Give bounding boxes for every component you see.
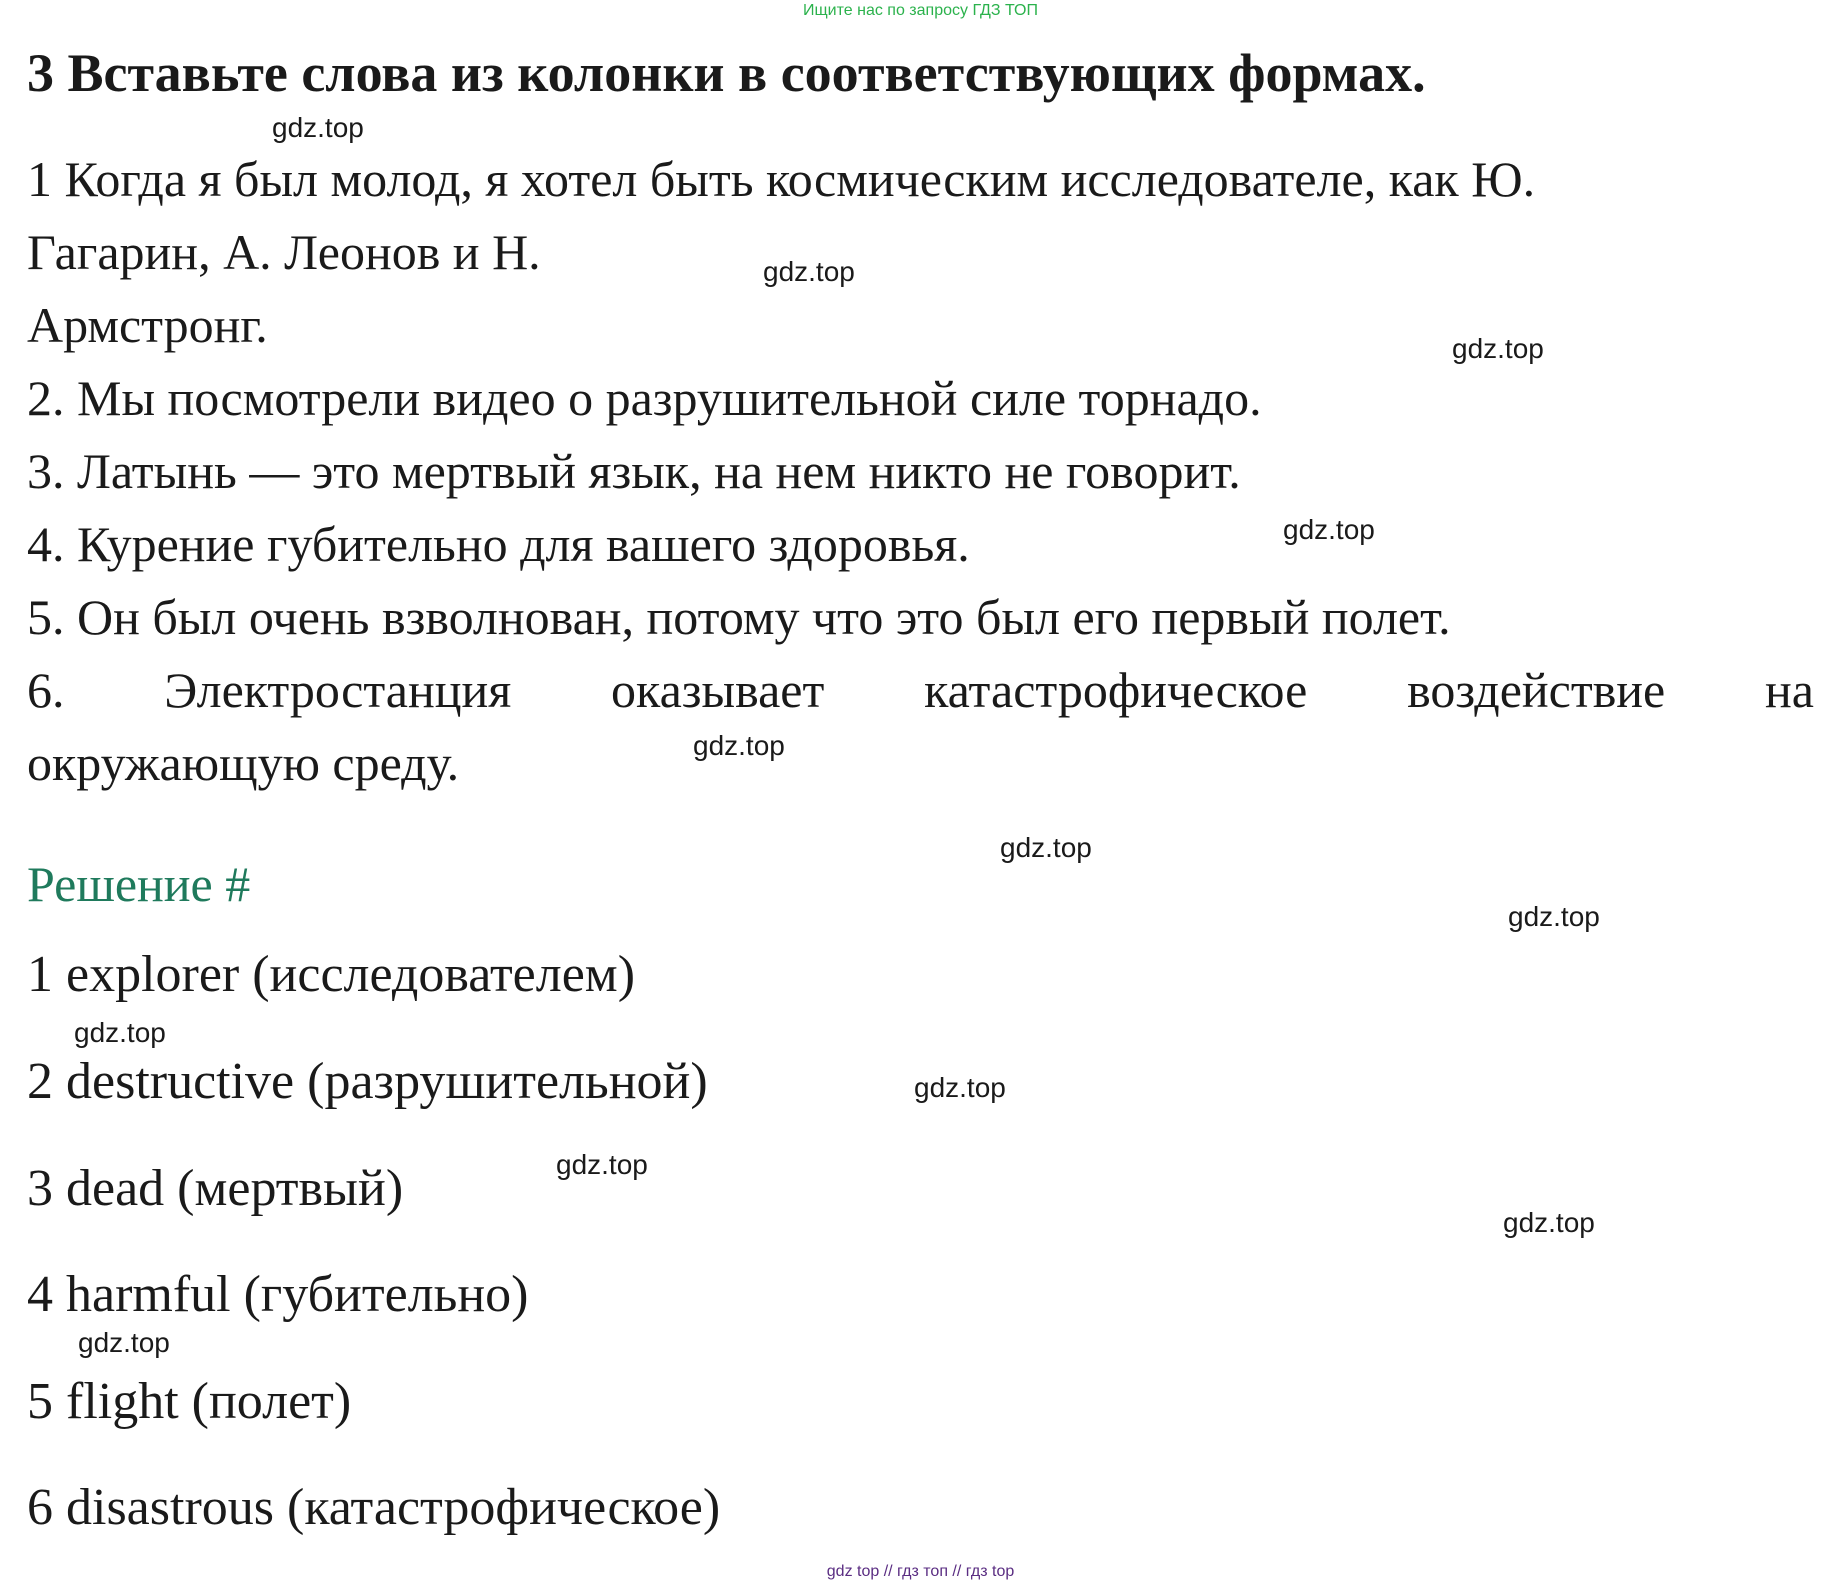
- header-note: Ищите нас по запросу ГДЗ ТОП: [803, 2, 1038, 19]
- watermark: gdz.top: [914, 1072, 1006, 1103]
- task-line-6-word: воздействие: [1407, 662, 1666, 718]
- task-line-1b: Гагарин, А. Леонов и Н.: [27, 224, 541, 280]
- answer-4: 4 harmful (губительно): [27, 1266, 529, 1323]
- answer-1: 1 explorer (исследователем): [27, 946, 636, 1003]
- solution-heading: Решение #: [27, 856, 251, 912]
- watermark: gdz.top: [272, 112, 364, 143]
- task-line-6-word: на: [1765, 662, 1814, 718]
- task-line-6-word: 6.: [27, 662, 65, 718]
- task-line-4: 4. Курение губительно для вашего здоровья.: [27, 516, 970, 572]
- answer-3: 3 dead (мертвый): [27, 1160, 404, 1217]
- task-line-2: 2. Мы посмотрели видео о разрушительной силе торнадо.: [27, 370, 1262, 426]
- watermark: gdz.top: [1508, 901, 1600, 932]
- task-title: 3 Вставьте слова из колонки в соответствующих формах.: [27, 43, 1426, 103]
- task-line-6b: окружающую среду.: [27, 735, 460, 791]
- watermark: gdz.top: [1283, 514, 1375, 545]
- task-line-6-word: оказывает: [611, 662, 825, 718]
- footer-note: gdz top // гдз топ // гдз top: [826, 1563, 1015, 1580]
- task-line-6a: [27, 661, 1814, 719]
- task-line-6-word: Электростанция: [164, 662, 512, 718]
- task-line-3: 3. Латынь — это мертвый язык, на нем никто не говорит.: [27, 443, 1241, 499]
- task-line-1a: 1 Когда я был молод, я хотел быть космическим исследователе, как Ю.: [27, 151, 1536, 207]
- task-line-6-word: катастрофическое: [924, 662, 1308, 718]
- watermark: gdz.top: [78, 1327, 170, 1358]
- answer-5: 5 flight (полет): [27, 1373, 352, 1430]
- task-line-1c: Армстронг.: [27, 297, 268, 353]
- watermark: gdz.top: [1000, 832, 1092, 863]
- task-line-5: 5. Он был очень взволнован, потому что это был его первый полет.: [27, 589, 1451, 645]
- watermark: gdz.top: [763, 256, 855, 287]
- answer-2: 2 destructive (разрушительной): [27, 1053, 708, 1110]
- watermark: gdz.top: [1452, 333, 1544, 364]
- watermark: gdz.top: [693, 730, 785, 761]
- watermark: gdz.top: [1503, 1207, 1595, 1238]
- watermark: gdz.top: [556, 1149, 648, 1180]
- watermark: gdz.top: [74, 1017, 166, 1048]
- answer-6: 6 disastrous (катастрофическое): [27, 1479, 721, 1536]
